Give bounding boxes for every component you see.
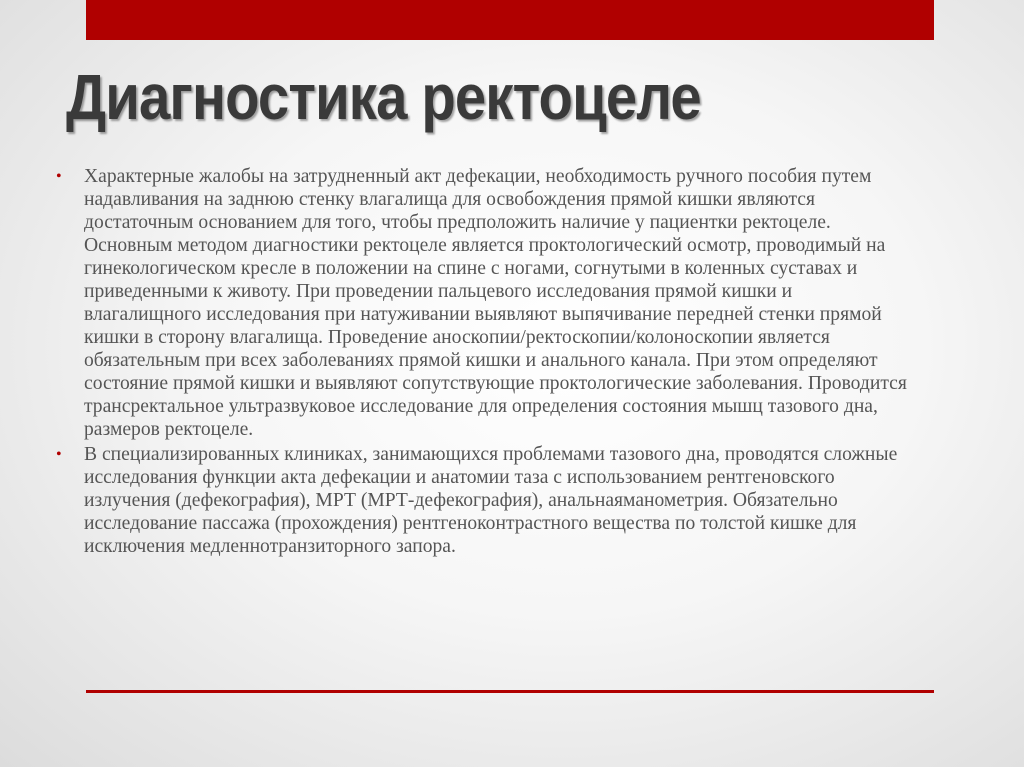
bullet-marker: • <box>56 446 62 463</box>
slide-title: Диагностика ректоцеле <box>66 61 701 133</box>
bullet-item <box>56 165 912 441</box>
bullet-text: Характерные жалобы на затрудненный акт дефекации, необходимость ручного пособия путем надавливания на заднюю стенку влагалища для освобождения прямой кишки являются достаточным основанием для того, чтобы предположить наличие у пациентки ректоцеле. Основным методом диагностики ректоцеле является проктологический осмотр, проводимый на гинекологическом кресле в положении на спине с ногами, согнутыми в коленных суставах и приведенными к животу. При проведении пальцевого исследования прямой кишки и влагалищного исследования при натуживании выявляют выпячивание передней стенки прямой кишки в сторону влагалища. Проведение аноскопии/ректоскопии/колоноскопии является обязательным при всех заболеваниях прямой кишки и анального канала. При этом определяют состояние прямой кишки и выявляют сопутствующие проктологические заболевания. Проводится трансректальное ультразвуковое исследование для определения состояния мышц тазового дна, размеров ректоцеле. <box>84 166 907 440</box>
bullet-item <box>56 443 912 558</box>
bullet-list <box>56 165 912 560</box>
top-accent-bar <box>86 0 934 40</box>
bullet-marker: • <box>56 168 62 185</box>
bullet-text: В специализированных клиниках, занимающихся проблемами тазового дна, проводятся сложные исследования функции акта дефекации и анатомии таза с использованием рентгеновского излучения (дефекография), МРТ (МРТ-дефекография), анальнаяманометрия. Обязательно исследование пассажа (прохождения) рентгеноконтрастного вещества по толстой кишке для исключения медленнотранзиторного запора. <box>84 444 898 557</box>
bottom-accent-line <box>86 690 934 693</box>
